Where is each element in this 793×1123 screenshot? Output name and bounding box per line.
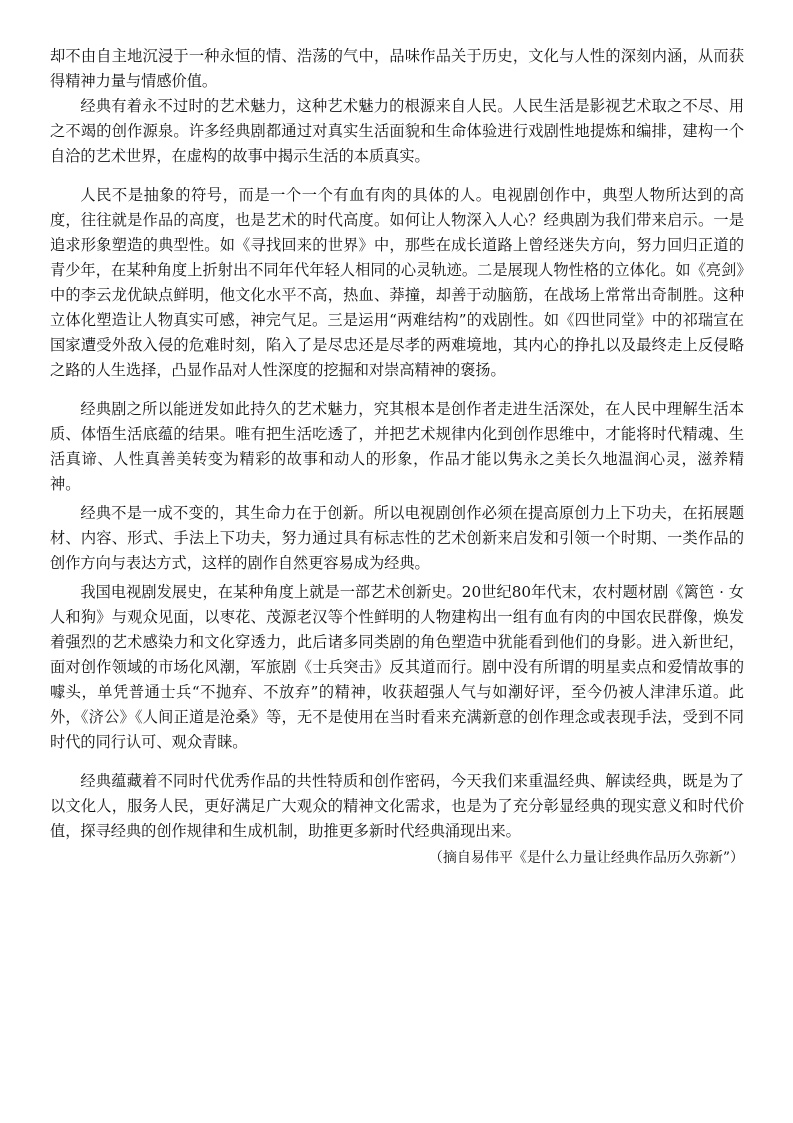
paragraph-art-charm: 经典有着永不过时的艺术魅力，这种艺术魅力的根源来自人民。人民生活是影视艺术取之不尽、用之不竭的创作源泉。许多经典剧都通过对真实生活面貌和生命体验进行戏剧性地提炼和编排，建构一个自洽的艺术世界，在虚构的故事中揭示生活的本质真实。 (50, 97, 744, 165)
paragraph-innovation: 经典不是一成不变的，其生命力在于创新。所以电视剧创作必须在提高原创力上下功夫，在拓展题材、内容、形式、手法上下功夫，努力通过具有标志性的艺术创新来启发和引领一个时期、一类作品的创作方向与表达方式，这样的剧作自然更容易成为经典。 (50, 504, 744, 572)
paragraph-innovation-history: 我国电视剧发展史，在某种角度上就是一部艺术创新史。20世纪80年代末，农村题材剧《篱笆 · 女人和狗》与观众见面，以枣花、茂源老汉等个性鲜明的人物建构出一组有血有肉的中国农民群像，焕发着强烈的艺术感染力和文化穿透力，此后诸多同类剧的角色塑造中犹能看到他们的身影。进入新世纪，面对创作领域的市场化风潮，军旅剧《士兵突击》反其道而行。剧中没有所谓的明星卖点和爱情故事的噱头，单凭普通士兵“不抛弃、不放弃”的精神，收获超强人气与如潮好评，至今仍被人津津乐道。此外，《济公》《人间正道是沧桑》等，无不是使用在当时看来充满新意的创作理念或表现手法，受到不同时代的同行认可、观众青睐。 (50, 583, 744, 751)
paragraph-continuation: 却不由自主地沉浸于一种永恒的情、浩荡的气中，品味作品关于历史，文化与人性的深刻内涵，从而获得精神力量与情感价值。 (50, 47, 744, 90)
source-citation: （摘自易伟平《是什么力量让经典作品历久弥新”） (428, 850, 744, 866)
paragraph-conclusion: 经典蕴藏着不同时代优秀作品的共性特质和创作密码，今天我们来重温经典、解读经典，既是为了以文化人，服务人民，更好满足广大观众的精神文化需求，也是为了充分彰显经典的现实意义和时代价值，探寻经典的创作规律和生成机制，助推更多新时代经典涌现出来。 (50, 772, 744, 840)
paragraph-life-depth: 经典剧之所以能迸发如此持久的艺术魅力，究其根本是创作者走进生活深处，在人民中理解生活本质、体悟生活底蕴的结果。唯有把生活吃透了，并把艺术规律内化到创作思维中，才能将时代精魂、生活真谛、人性真善美转变为精彩的故事和动人的形象，作品才能以隽永之美长久地温润心灵，滋养精神。 (50, 400, 744, 493)
paragraph-typical-characters: 人民不是抽象的符号，而是一个一个有血有肉的具体的人。电视剧创作中，典型人物所达到的高度，往往就是作品的高度，也是艺术的时代高度。如何让人物深入人心？经典剧为我们带来启示。一是追求形象塑造的典型性。如《寻找回来的世界》中，那些在成长道路上曾经迷失方向，努力回归正道的青少年，在某种角度上折射出不同年代年轻人相同的心灵轨迹。二是展现人物性格的立体化。如《亮剑》中的李云龙优缺点鲜明，他文化水平不高，热血、莽撞，却善于动脑筋，在战场上常常出奇制胜。这种立体化塑造让人物真实可感，神完气足。三是运用“两难结构”的戏剧性。如《四世同堂》中的祁瑞宣在国家遭受外敌入侵的危难时刻，陷入了是尽忠还是尽孝的两难境地，其内心的挣扎以及最终走上反侵略之路的人生选择，凸显作品对人性深度的挖掘和对崇高精神的褒扬。 (50, 186, 744, 379)
article-page (50, 44, 744, 870)
